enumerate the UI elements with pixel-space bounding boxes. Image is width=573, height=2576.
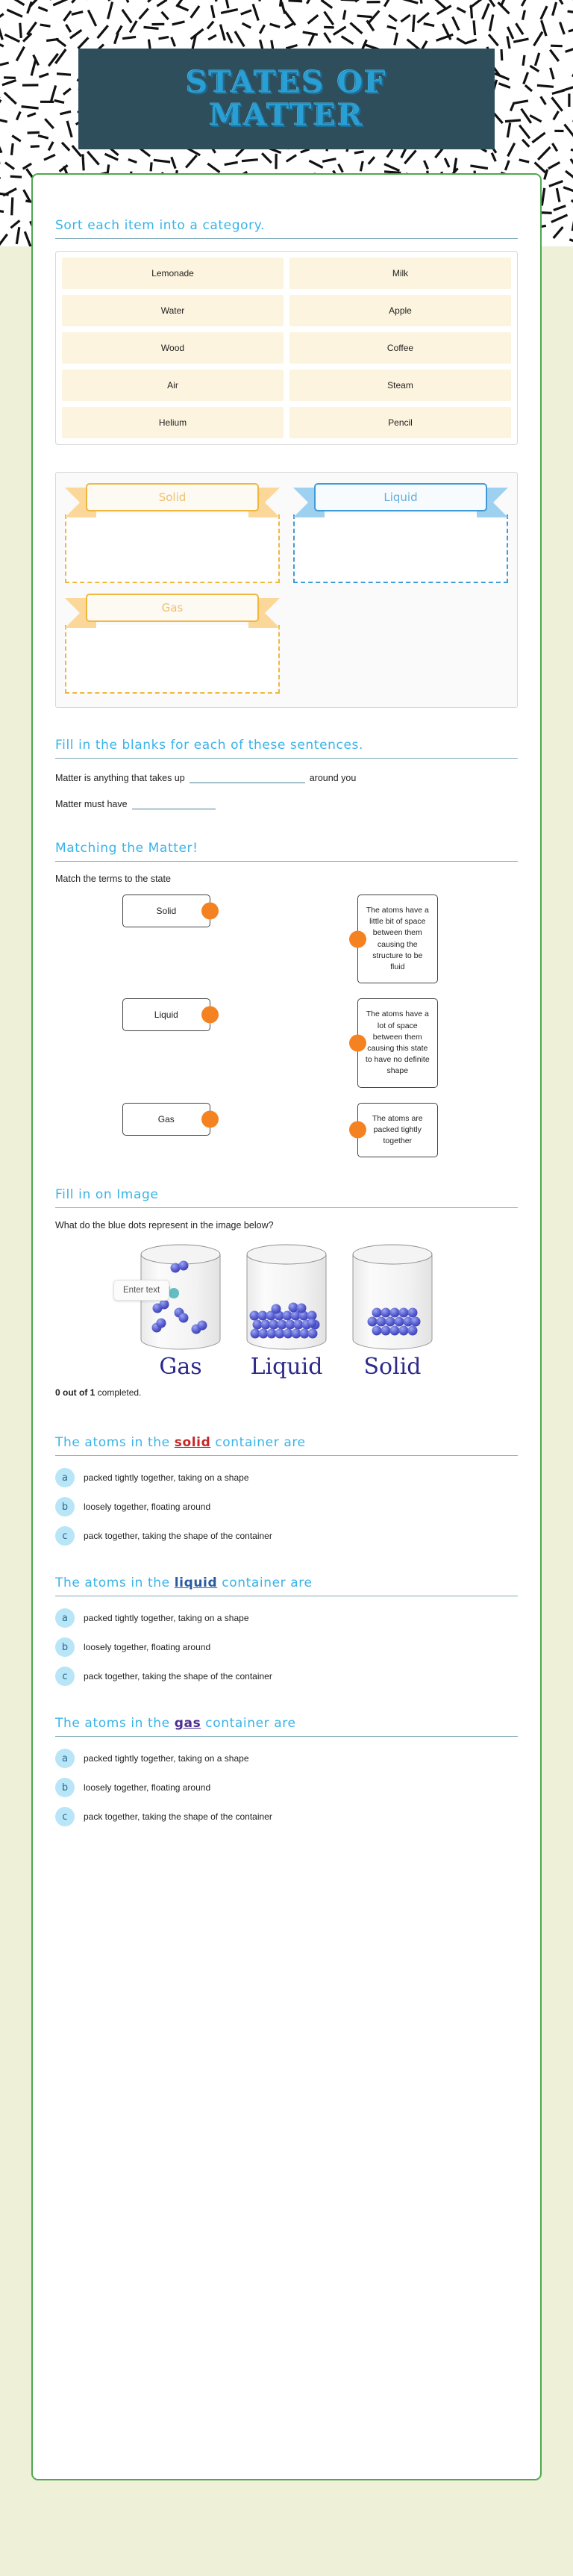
dropzone-target-gas[interactable] [65, 625, 280, 694]
mcq-section-solid [55, 1435, 518, 1546]
mcq-option[interactable] [55, 1778, 518, 1797]
image-answer-input[interactable]: Enter text [113, 1280, 169, 1301]
mcq-heading-highlight: liquid [174, 1575, 218, 1591]
cylinder-label-liquid: Liquid [250, 1354, 323, 1381]
sort-row [62, 295, 511, 326]
match-row [55, 1103, 518, 1158]
page-title-line-1: STATES OF [186, 65, 387, 101]
sort-section-heading: Sort each item into a category. [55, 218, 518, 239]
mcq-option[interactable] [55, 1497, 518, 1516]
cylinder-label-solid: Solid [363, 1354, 422, 1381]
mcq-heading [55, 1716, 518, 1737]
dropzone-ribbon [65, 594, 280, 626]
mcq-option-text: pack together, taking the shape of the container [84, 1671, 272, 1682]
mcq-option-letter: b [55, 1778, 75, 1797]
mcq-option[interactable] [55, 1749, 518, 1768]
mcq-option-letter: a [55, 1608, 75, 1628]
mcq-option-letter: c [55, 1526, 75, 1546]
blank-input-2[interactable] [132, 797, 216, 809]
match-connector-dot[interactable] [201, 1110, 219, 1127]
states-diagram [55, 1241, 518, 1381]
sort-item[interactable]: Helium [62, 407, 284, 438]
mcq-heading-after: container are [217, 1575, 313, 1591]
cylinder-label-gas: Gas [159, 1354, 202, 1381]
match-term-label: Gas [157, 1113, 175, 1124]
match-definition[interactable] [357, 998, 438, 1087]
dropzone-label: Solid [86, 483, 259, 511]
matching-section [55, 841, 518, 1157]
blank-input-1[interactable] [190, 771, 305, 783]
match-definition-wrap [278, 895, 518, 983]
mcq-option-text: packed tightly together, taking on a shape [84, 1613, 249, 1624]
match-definition-label: The atoms are packed tightly together [372, 1113, 423, 1146]
match-term-label: Solid [156, 906, 177, 916]
mcq-heading [55, 1435, 518, 1456]
match-definition[interactable] [357, 895, 438, 983]
mcq-heading-after: container are [210, 1435, 306, 1451]
match-term-wrap [55, 998, 278, 1031]
completion-status [55, 1387, 518, 1398]
cylinder-liquid [242, 1241, 331, 1381]
fill-blank-sentence [55, 797, 518, 809]
dropzone-target-solid[interactable] [65, 514, 280, 583]
sort-item[interactable]: Air [62, 370, 284, 401]
mcq-heading-highlight: gas [174, 1716, 201, 1732]
match-row [55, 998, 518, 1087]
mcq-option-letter: a [55, 1749, 75, 1768]
category-dropzones [55, 472, 518, 708]
match-definition[interactable] [357, 1103, 438, 1158]
dropzone-target-liquid[interactable] [293, 514, 508, 583]
dropzone-group-gas [65, 594, 280, 694]
mcq-option-text: pack together, taking the shape of the container [84, 1531, 272, 1542]
mcq-option-letter: b [55, 1497, 75, 1516]
mcq-option-letter: c [55, 1667, 75, 1686]
dropzone-group-solid [65, 483, 280, 583]
mcq-section-gas [55, 1716, 518, 1826]
sort-row [62, 258, 511, 289]
mcq-option-text: pack together, taking the shape of the container [84, 1811, 272, 1823]
mcq-heading-highlight: solid [174, 1435, 211, 1451]
liquid-cylinder-icon [242, 1241, 331, 1353]
mcq-option[interactable] [55, 1526, 518, 1546]
solid-cylinder-icon [348, 1241, 436, 1353]
mcq-heading [55, 1575, 518, 1596]
match-connector-dot[interactable] [201, 903, 219, 920]
fill-blank-sentence [55, 771, 518, 783]
dropzone-ribbon [293, 483, 508, 516]
match-term-wrap [55, 895, 278, 927]
blank-text-after: around you [309, 773, 357, 783]
mcq-heading-after: container are [201, 1716, 296, 1732]
mcq-option-text: loosely together, floating around [84, 1782, 211, 1793]
matching-prompt: Match the terms to the state [55, 874, 171, 884]
completion-suffix: completed. [95, 1387, 142, 1399]
dropzone-group-liquid [293, 483, 508, 583]
mcq-option[interactable] [55, 1468, 518, 1487]
mcq-option-letter: b [55, 1637, 75, 1657]
matching-heading: Matching the Matter! [55, 841, 518, 862]
match-connector-dot[interactable] [349, 930, 366, 948]
match-term[interactable] [122, 895, 210, 927]
mcq-option-text: loosely together, floating around [84, 1502, 211, 1513]
sort-item[interactable]: Steam [289, 370, 511, 401]
sort-item[interactable]: Coffee [289, 332, 511, 364]
match-connector-dot[interactable] [201, 1007, 219, 1024]
match-definition-wrap [278, 998, 518, 1087]
mcq-section-liquid [55, 1575, 518, 1686]
cylinder-solid [348, 1241, 436, 1381]
mcq-option[interactable] [55, 1667, 518, 1686]
sort-row [62, 407, 511, 438]
blank-text-before: Matter is anything that takes up [55, 773, 185, 783]
dropzone-label: Liquid [314, 483, 487, 511]
mcq-option-text: packed tightly together, taking on a shape [84, 1753, 249, 1764]
fill-blanks-section [55, 738, 518, 809]
mcq-option[interactable] [55, 1807, 518, 1826]
match-definition-label: The atoms have a little bit of space between them causing the structure to be fluid [366, 906, 429, 972]
mcq-heading-before: The atoms in the [55, 1716, 175, 1732]
sort-item[interactable]: Lemonade [62, 258, 284, 289]
completion-count: 0 out of 1 [55, 1387, 96, 1399]
mcq-option[interactable] [55, 1608, 518, 1628]
mcq-option-letter: a [55, 1468, 75, 1487]
sort-item[interactable]: Wood [62, 332, 284, 364]
page-title-line-2: MATTER [209, 97, 364, 133]
fill-on-image-section [55, 1187, 518, 1398]
dropzone-label: Gas [86, 594, 259, 622]
sort-section [55, 218, 518, 445]
match-term-label: Liquid [154, 1009, 178, 1021]
sort-item[interactable]: Milk [289, 258, 511, 289]
sort-items-table [55, 251, 518, 445]
mcq-heading-before: The atoms in the [55, 1575, 175, 1591]
mcq-option-letter: c [55, 1807, 75, 1826]
sort-row [62, 332, 511, 364]
worksheet-card [31, 173, 542, 2480]
fill-on-image-prompt: What do the blue dots represent in the image below? [55, 1220, 274, 1231]
match-definition-wrap [278, 1103, 518, 1158]
blank-text-before: Matter must have [55, 799, 128, 809]
match-row [55, 895, 518, 983]
match-term[interactable] [122, 998, 210, 1031]
mcq-heading-before: The atoms in the [55, 1435, 175, 1451]
match-definition-label: The atoms have a lot of space between them causing this state to have no definite shape [365, 1009, 430, 1076]
fill-on-image-heading: Fill in on Image [55, 1187, 518, 1208]
mcq-option-text: packed tightly together, taking on a shape [84, 1472, 249, 1484]
match-term-wrap [55, 1103, 278, 1136]
dropzone-ribbon [65, 483, 280, 516]
sort-row [62, 370, 511, 401]
fill-blanks-heading: Fill in the blanks for each of these sentences. [55, 738, 518, 759]
page-title-banner [78, 49, 495, 149]
sort-item[interactable]: Apple [289, 295, 511, 326]
mcq-option[interactable] [55, 1637, 518, 1657]
match-connector-dot[interactable] [349, 1034, 366, 1051]
mcq-option-text: loosely together, floating around [84, 1642, 211, 1653]
match-term[interactable] [122, 1103, 210, 1136]
match-connector-dot[interactable] [349, 1121, 366, 1139]
cylinder-gas [137, 1241, 225, 1381]
sort-item[interactable]: Water [62, 295, 284, 326]
sort-item[interactable]: Pencil [289, 407, 511, 438]
